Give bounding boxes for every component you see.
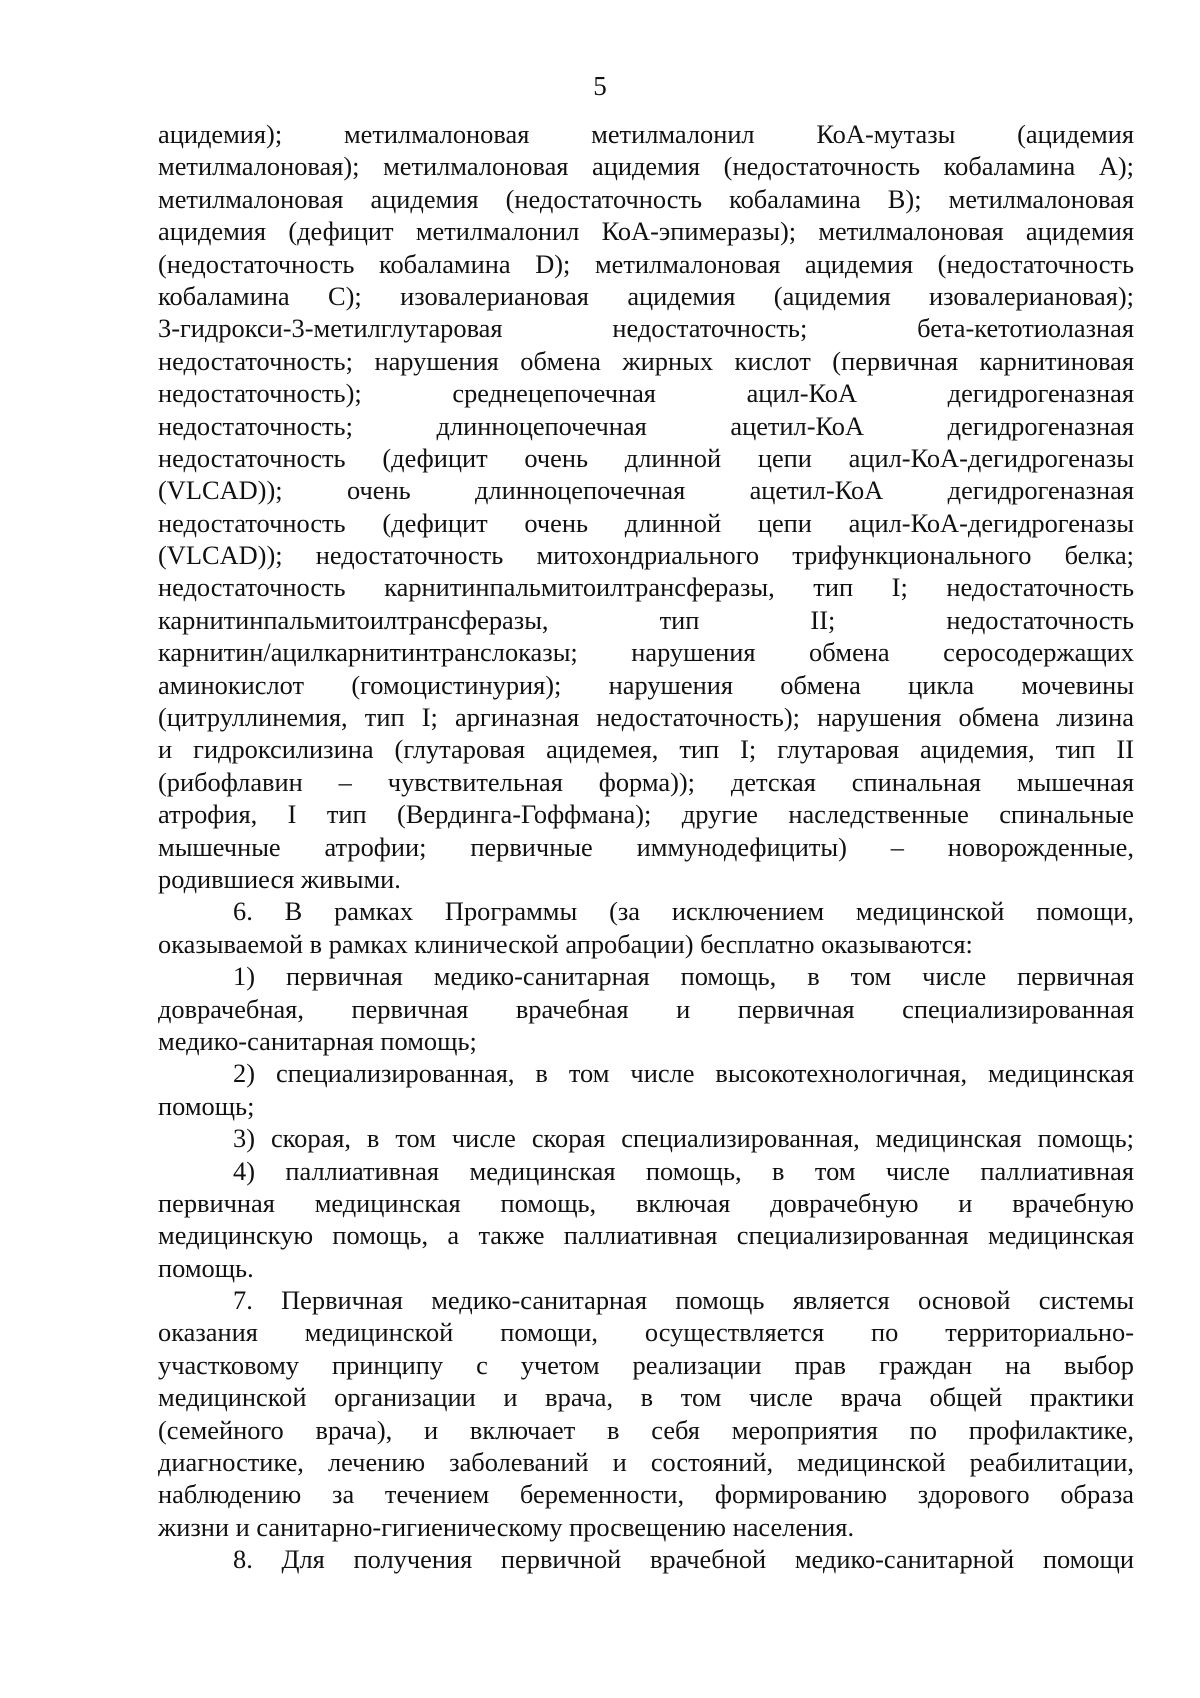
text-line: (цитруллинемия, тип I; аргиназная недостаточность); нарушения обмена лизина xyxy=(158,702,1134,733)
text-line: метилмалоновая); метилмалоновая ацидемия (недостаточность кобаламина А); xyxy=(158,151,1134,182)
text-line: атрофия, I тип (Вердинга-Гоффмана); другие наследственные спинальные xyxy=(158,799,1134,830)
text-line: жизни и санитарно-гигиеническому просвещению населения. xyxy=(158,1511,855,1542)
text-line: (семейного врача), и включает в себя мероприятия по профилактике, xyxy=(158,1414,1134,1445)
text-line: (рибофлавин – чувствительная форма)); детская спинальная мышечная xyxy=(158,766,1134,797)
text-line: оказываемой в рамках клинической апробации) бесплатно оказываются: xyxy=(158,928,973,959)
text-line: недостаточность; длинноцепочечная ацетил-КоА дегидрогеназная xyxy=(158,410,1134,441)
text-line: оказания медицинской помощи, осуществляется по территориально- xyxy=(158,1317,1134,1348)
text-line: (VLCAD)); недостаточность митохондриального трифункционального белка; xyxy=(158,540,1134,571)
text-line: помощь. xyxy=(158,1252,254,1283)
text-line: кобаламина С); изовалериановая ацидемия (ацидемия изовалериановая); xyxy=(158,280,1134,311)
text-line: мышечные атрофии; первичные иммунодефициты) – новорожденные, xyxy=(158,831,1134,862)
text-line: 6. В рамках Программы (за исключением медицинской помощи, xyxy=(233,896,1134,927)
text-line: карнитин/ацилкарнитинтранслоказы; нарушения обмена серосодержащих xyxy=(158,637,1134,668)
text-line: недостаточность; нарушения обмена жирных кислот (первичная карнитиновая xyxy=(158,345,1134,376)
text-line: медико-санитарная помощь; xyxy=(158,1025,477,1056)
document-body xyxy=(158,118,1134,1576)
text-line: ацидемия); метилмалоновая метилмалонил КоА-мутазы (ацидемия xyxy=(158,119,1134,149)
text-line: участковому принципу с учетом реализации прав граждан на выбор xyxy=(158,1349,1134,1380)
text-line: 8. Для получения первичной врачебной медико-санитарной помощи xyxy=(233,1544,1134,1575)
text-line: недостаточность карнитинпальмитоилтрансферазы, тип I; недостаточность xyxy=(158,572,1134,603)
page-number: 5 xyxy=(593,71,607,101)
text-line: первичная медицинская помощь, включая доврачебную и врачебную xyxy=(158,1187,1134,1218)
text-line: метилмалоновая ацидемия (недостаточность кобаламина В); метилмалоновая xyxy=(158,183,1134,214)
text-line: 3-гидрокси-3-метилглутаровая недостаточность; бета-кетотиолазная xyxy=(158,313,1134,344)
text-line: 2) специализированная, в том числе высокотехнологичная, медицинская xyxy=(233,1058,1134,1089)
text-line: доврачебная, первичная врачебная и первичная специализированная xyxy=(158,993,1134,1024)
text-line: диагностике, лечению заболеваний и состояний, медицинской реабилитации, xyxy=(158,1447,1134,1478)
text-line: медицинской организации и врача, в том числе врача общей практики xyxy=(158,1382,1134,1413)
text-line: 7. Первичная медико-санитарная помощь является основой системы xyxy=(233,1285,1134,1316)
text-line: 3) скорая, в том числе скорая специализированная, медицинская помощь; xyxy=(233,1123,1134,1154)
text-line: недостаточность (дефицит очень длинной цепи ацил-КоА-дегидрогеназы xyxy=(158,442,1134,473)
text-line: родившиеся живыми. xyxy=(158,863,401,894)
text-line: недостаточность); среднецепочечная ацил-КоА дегидрогеназная xyxy=(158,378,1134,409)
text-line: помощь; xyxy=(158,1090,255,1121)
text-line: аминокислот (гомоцистинурия); нарушения обмена цикла мочевины xyxy=(158,669,1134,700)
text-line: и гидроксилизина (глутаровая ацидемея, тип I; глутаровая ацидемия, тип II xyxy=(158,734,1134,765)
text-line: наблюдению за течением беременности, формированию здорового образа xyxy=(158,1479,1134,1510)
text-line: ацидемия (дефицит метилмалонил КоА-эпимеразы); метилмалоновая ацидемия xyxy=(158,216,1134,247)
text-line: карнитинпальмитоилтрансферазы, тип II; недостаточность xyxy=(158,604,1134,635)
text-line: (VLCAD)); очень длинноцепочечная ацетил-КоА дегидрогеназная xyxy=(158,475,1134,506)
text-line: 4) паллиативная медицинская помощь, в том числе паллиативная xyxy=(233,1155,1134,1186)
text-line: (недостаточность кобаламина D); метилмалоновая ацидемия (недостаточность xyxy=(158,248,1134,279)
text-line: 1) первичная медико-санитарная помощь, в том числе первичная xyxy=(233,961,1134,992)
text-line: недостаточность (дефицит очень длинной цепи ацил-КоА-дегидрогеназы xyxy=(158,507,1134,538)
text-line: медицинскую помощь, а также паллиативная специализированная медицинская xyxy=(158,1220,1134,1251)
